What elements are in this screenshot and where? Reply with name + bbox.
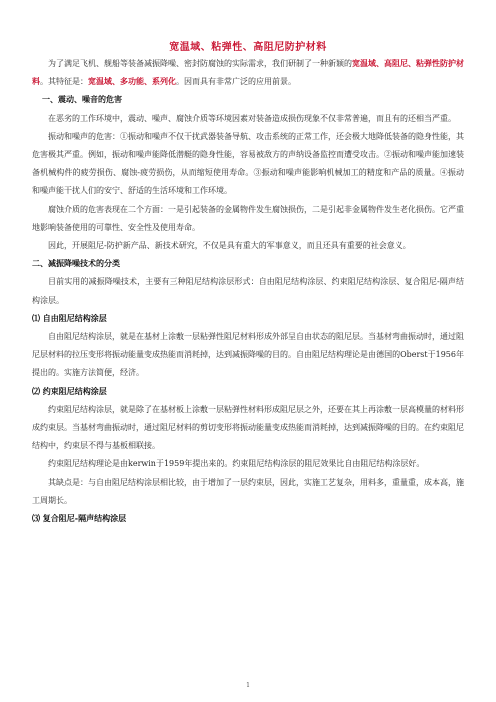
subsection-1-paragraph-1: 自由阻尼结构涂层，就是在基材上涂敷一层粘弹性阻尼材料形成外部呈自由状态的阻尼层。当基材弯曲振动时，通过阻尼层材料的拉压变形将振动能量变成热能而消耗掉，达到减振降噪的目的。自由阻尼结构理论是由德国的Oberst于1956年提出的。实施方法简便，经济。 bbox=[32, 332, 464, 378]
subsection-2-heading: ⑵ 约束阻尼结构涂层 bbox=[32, 386, 107, 396]
page-title: 宽温域、粘弹性、高阻尼防护材料 bbox=[169, 42, 327, 53]
intro-text-1: 为了满足飞机、舰船等装备减振降噪、密封防腐蚀的实际需求，我们研制了一种新颖的 bbox=[48, 59, 352, 68]
section-1-paragraph-3: 腐蚀介质的危害表现在二个方面：一是引起装备的金属物件发生腐蚀损伤，二是引起非金属物件发生老化损伤。它严重地影响装备使用的可靠性、安全性及使用寿命。 bbox=[32, 204, 464, 232]
subsection-2-paragraph-3: 其缺点是：与自由阻尼结构涂层相比较，由于增加了一层约束层，因此，实施工艺复杂，用料多，重量重，成本高，施工周期长。 bbox=[32, 477, 464, 505]
section-1-paragraph-4: 因此，开展阻尼-防护新产品、新技术研究，不仅是具有重大的军事意义，而且还具有重要的社会意义。 bbox=[48, 241, 411, 251]
section-1-heading: 一、震动、噪音的危害 bbox=[42, 95, 122, 105]
section-1-paragraph-1: 在恶劣的工作环境中，震动、噪声、腐蚀介质等环境因素对装备造成损伤现象不仅非常普遍，而且有的还相当严重。 bbox=[48, 113, 456, 123]
section-2-paragraph-1: 目前实用的减振降噪技术，主要有三种阻尼结构涂层形式：自由阻尼结构涂层、约束阻尼结构涂层、复合阻尼-隔声结构涂层。 bbox=[32, 277, 464, 305]
intro-text-2: 。其特征是： bbox=[40, 77, 88, 87]
section-1-paragraph-2: 振动和噪声的危害：①振动和噪声不仅干扰武器装备导航、攻击系统的正常工作，还会极大地降低装备的隐身性能，其危害极其严重。例如，振动和噪声能降低潜艇的隐身性能，容易被敌方的声纳设备监控而遭受攻击。②振动和噪声能加速装备机械构件的疲劳损伤、腐蚀-疲劳损伤，从而缩短使用寿命。③振动和噪声能影响机械加工的精度和产品的质量。④振动和噪声能干扰人们的安宁、舒适的生活环境和工作环境。 bbox=[32, 131, 464, 196]
subsection-2-paragraph-2: 约束阻尼结构理论是由kerwin于1959年提出来的。约束阻尼结构涂层的阻尼效果比自由阻尼结构涂层好。 bbox=[48, 459, 425, 469]
subsection-3-heading: ⑶ 复合阻尼-隔声结构涂层 bbox=[32, 514, 127, 524]
subsection-2-paragraph-1: 约束阻尼结构涂层，就是除了在基材板上涂敷一层粘弹性材料形成阻尼层之外，还要在其上再涂敷一层高模量的材料形成约束层。当基材弯曲振动时，通过阻尼材料的剪切变形将振动能量变成热能而消耗掉，达到减振降噪的目的。在约束阻尼结构中，约束层不得与基板相联接。 bbox=[32, 404, 464, 451]
subsection-1-heading: ⑴ 自由阻尼结构涂层 bbox=[32, 313, 107, 323]
section-2-heading: 二、减振降噪技术的分类 bbox=[32, 259, 120, 269]
intro-paragraph bbox=[32, 55, 464, 91]
intro-highlight-1: 宽温域、高阻尼、粘弹性防护材料 bbox=[32, 59, 464, 87]
document-body bbox=[32, 55, 464, 528]
intro-highlight-2: 宽温域、多功能、系列化 bbox=[88, 77, 176, 87]
intro-text-3: 。因而具有非常广泛的应用前景。 bbox=[176, 77, 296, 87]
page-number: 1 bbox=[246, 682, 250, 689]
